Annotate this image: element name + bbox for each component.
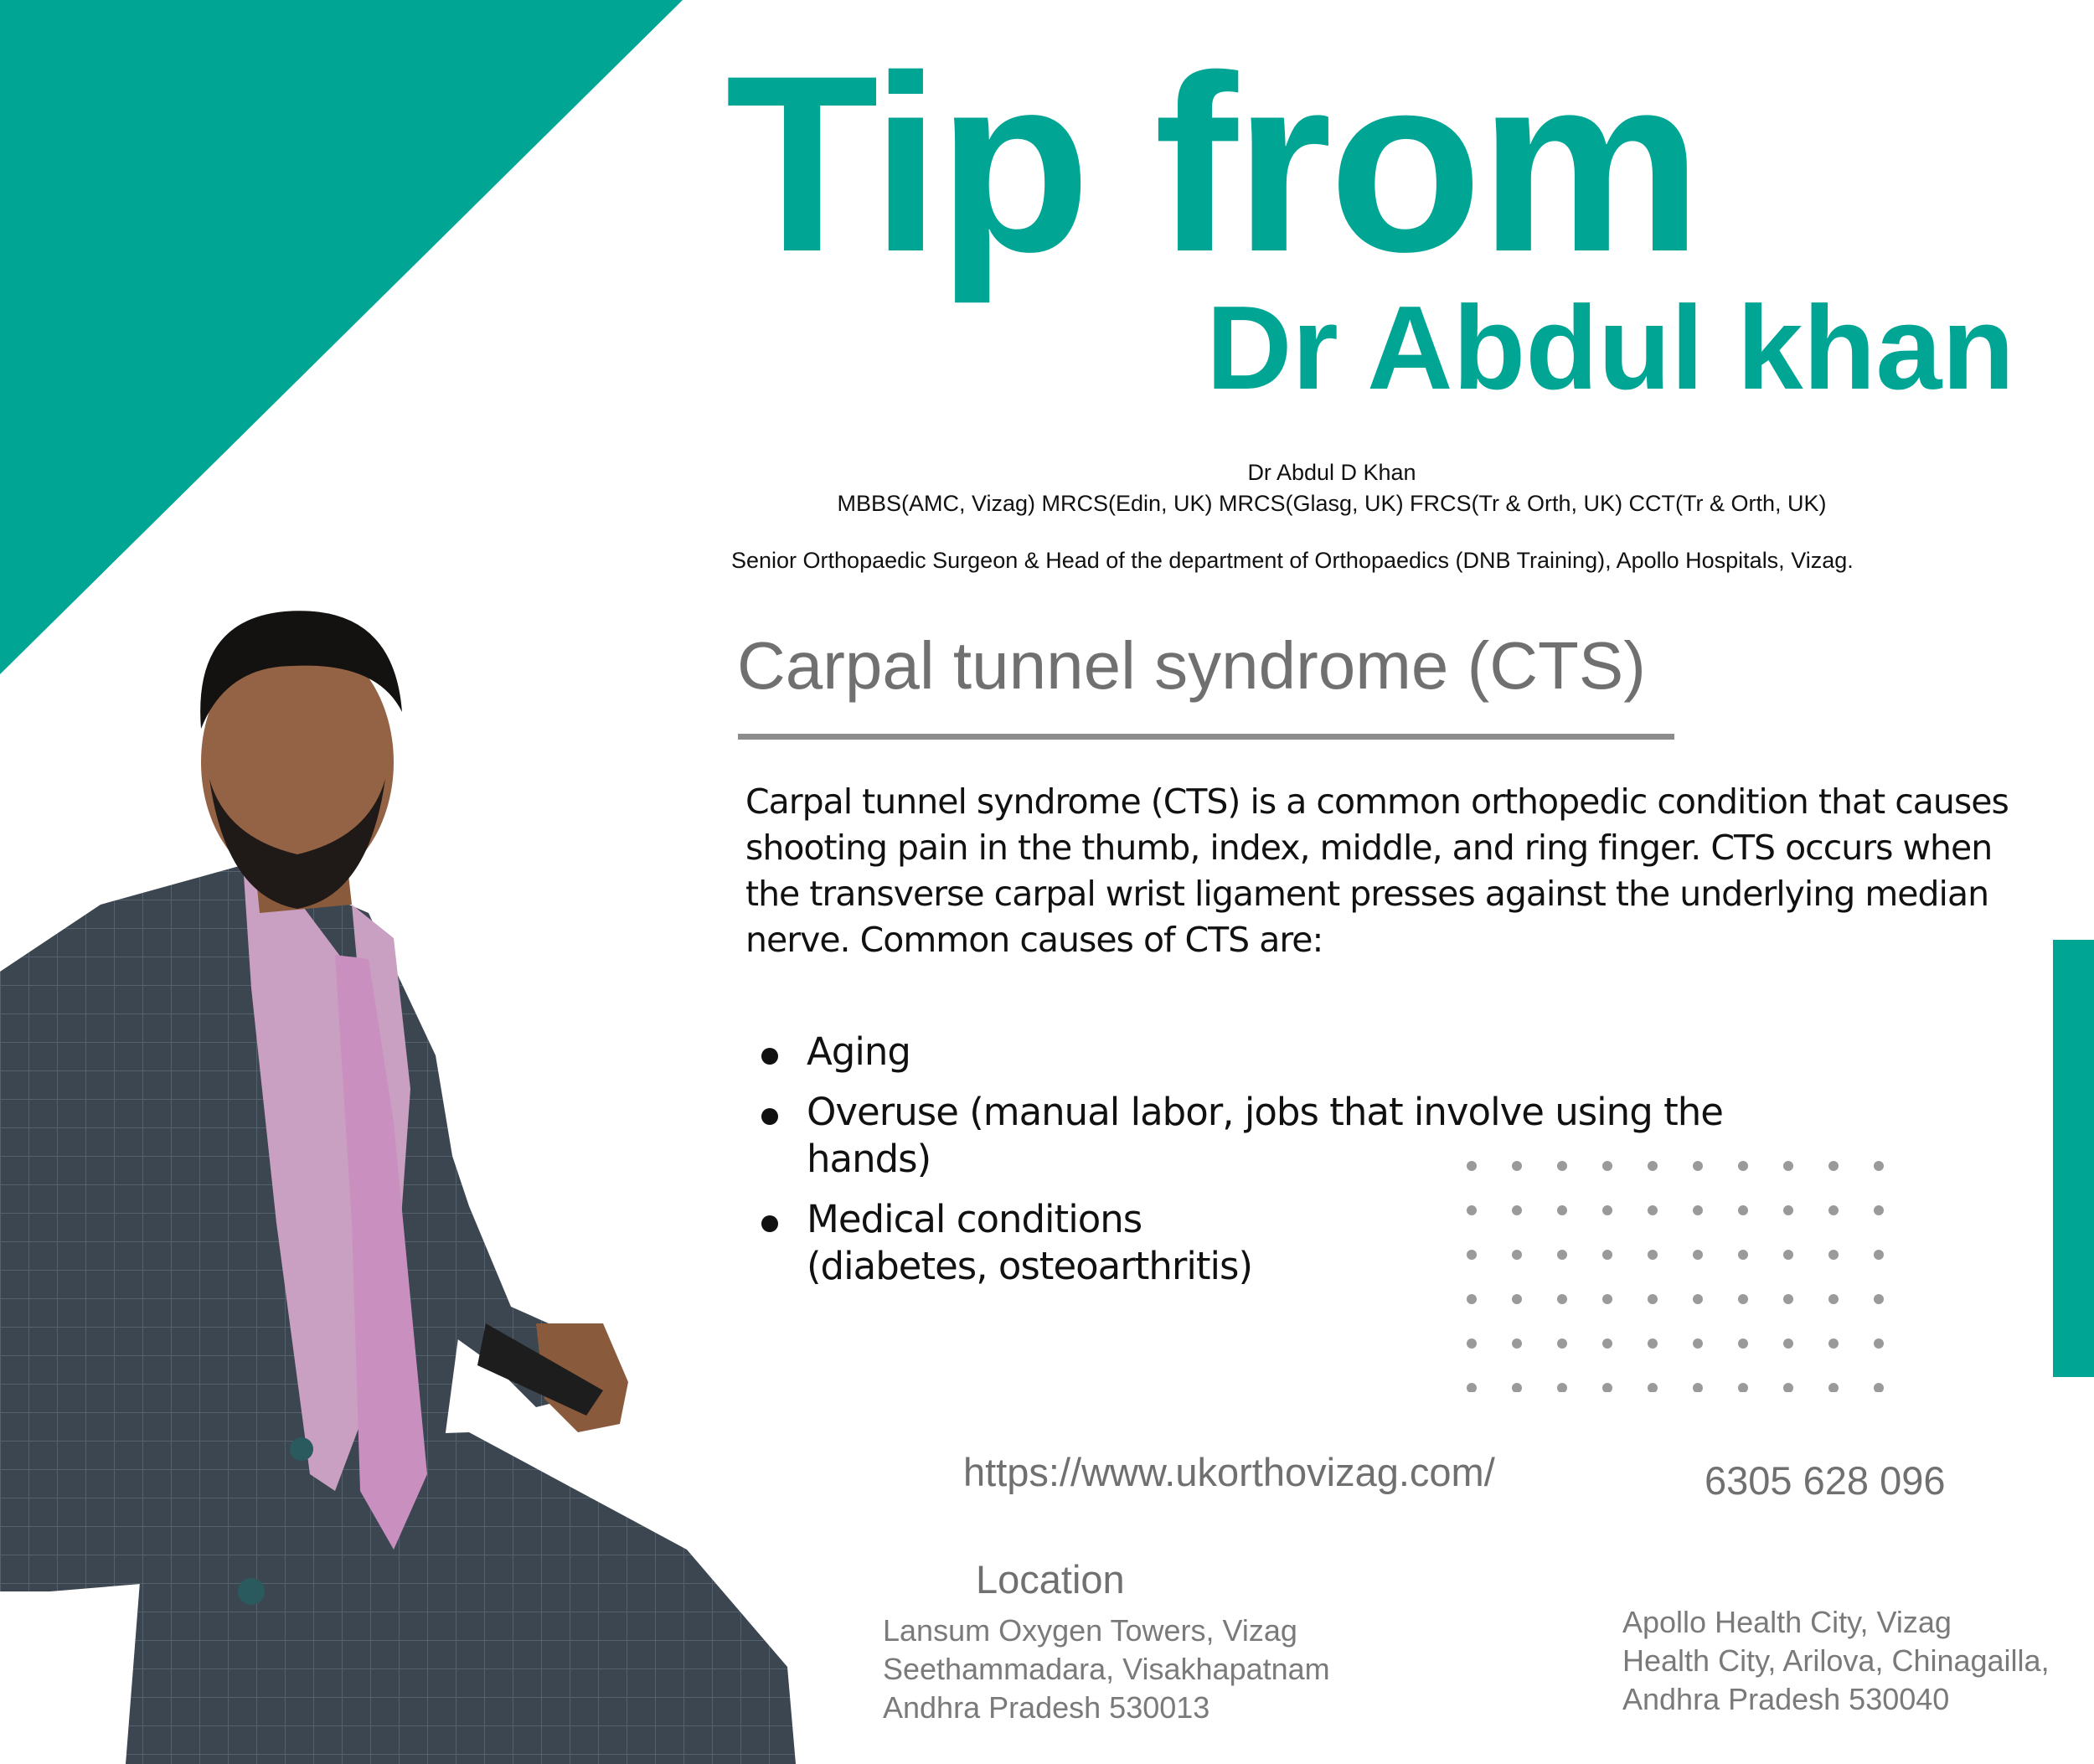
pattern-dot — [1874, 1338, 1884, 1349]
pattern-dot — [1828, 1294, 1839, 1304]
pattern-dot — [1648, 1338, 1658, 1349]
location-label: Location — [976, 1557, 1125, 1602]
pattern-dot — [1557, 1205, 1567, 1215]
side-accent-bar — [2053, 940, 2094, 1377]
pattern-dot — [1874, 1205, 1884, 1215]
pattern-dot — [1783, 1250, 1793, 1260]
credentials-name: Dr Abdul D Khan — [1247, 460, 1416, 485]
pattern-dot — [1874, 1250, 1884, 1260]
address-apollo — [1622, 1603, 2050, 1719]
list-item — [758, 1029, 1847, 1075]
address-lansum — [883, 1612, 1330, 1727]
corner-triangle-shape — [0, 0, 687, 678]
title-doctor-name: Dr Abdul khan — [1206, 281, 2015, 415]
pattern-dot — [1602, 1338, 1612, 1349]
address-line: Andhra Pradesh 530040 — [1622, 1682, 1950, 1716]
pattern-dot — [1602, 1205, 1612, 1215]
pattern-dot — [1693, 1338, 1703, 1349]
pattern-dot — [1602, 1383, 1612, 1392]
address-line: Seethammadara, Visakhapatnam — [883, 1652, 1330, 1686]
pattern-dot — [1467, 1383, 1477, 1392]
credentials-role: Senior Orthopaedic Surgeon & Head of the department of Orthopaedics (DNB Training), Apollo Hospitals, Vizag. — [731, 548, 1854, 573]
dot-grid-pattern — [1462, 1158, 1897, 1392]
pattern-dot — [1738, 1383, 1748, 1392]
pattern-dot — [1828, 1338, 1839, 1349]
pattern-dot — [1602, 1294, 1612, 1304]
pattern-dot — [1738, 1161, 1748, 1171]
pattern-dot — [1467, 1250, 1477, 1260]
website-link[interactable]: https://www.ukorthovizag.com/ — [963, 1450, 1495, 1494]
pattern-dot — [1648, 1161, 1658, 1171]
credentials-qualifications: MBBS(AMC, Vizag) MRCS(Edin, UK) MRCS(Glasg, UK) FRCS(Tr & Orth, UK) CCT(Tr & Orth, UK) — [837, 491, 1827, 516]
pattern-dot — [1738, 1294, 1748, 1304]
pattern-dot — [1602, 1161, 1612, 1171]
pattern-dot — [1557, 1338, 1567, 1349]
pattern-dot — [1828, 1161, 1839, 1171]
phone-number[interactable]: 6305 628 096 — [1705, 1458, 1946, 1503]
pattern-dot — [1693, 1205, 1703, 1215]
pattern-dot — [1648, 1205, 1658, 1215]
pattern-dot — [1693, 1383, 1703, 1392]
pattern-dot — [1512, 1338, 1522, 1349]
pattern-dot — [1828, 1205, 1839, 1215]
address-line: Health City, Arilova, Chinagailla, — [1622, 1643, 2050, 1678]
pattern-dot — [1648, 1250, 1658, 1260]
topic-heading: Carpal tunnel syndrome (CTS) — [737, 628, 1646, 703]
pattern-dot — [1648, 1383, 1658, 1392]
pattern-dot — [1557, 1161, 1567, 1171]
pattern-dot — [1874, 1294, 1884, 1304]
pattern-dot — [1738, 1205, 1748, 1215]
pattern-dot — [1783, 1205, 1793, 1215]
pattern-dot — [1693, 1250, 1703, 1260]
heading-underline — [738, 734, 1674, 740]
pattern-dot — [1512, 1161, 1522, 1171]
cause-subtext: (diabetes, osteoarthritis) — [807, 1244, 1253, 1288]
pattern-dot — [1874, 1161, 1884, 1171]
pattern-dot — [1467, 1338, 1477, 1349]
pattern-dot — [1648, 1294, 1658, 1304]
pattern-dot — [1738, 1250, 1748, 1260]
pattern-dot — [1512, 1294, 1522, 1304]
pattern-dot — [1512, 1205, 1522, 1215]
address-line: Andhra Pradesh 530013 — [883, 1690, 1210, 1725]
pattern-dot — [1828, 1383, 1839, 1392]
doctor-portrait-photo — [0, 586, 796, 1764]
pattern-dot — [1783, 1161, 1793, 1171]
pattern-dot — [1557, 1250, 1567, 1260]
pattern-dot — [1693, 1161, 1703, 1171]
address-line: Apollo Health City, Vizag — [1622, 1605, 1952, 1639]
title-tip-from: Tip from — [725, 23, 1699, 304]
pattern-dot — [1467, 1294, 1477, 1304]
pattern-dot — [1467, 1205, 1477, 1215]
pattern-dot — [1828, 1250, 1839, 1260]
pattern-dot — [1512, 1383, 1522, 1392]
pattern-dot — [1738, 1338, 1748, 1349]
cause-text: Medical conditions — [807, 1197, 1142, 1241]
address-line: Lansum Oxygen Towers, Vizag — [883, 1613, 1297, 1648]
pattern-dot — [1783, 1294, 1793, 1304]
cause-text: Overuse (manual labor, jobs that involve using the hands) — [807, 1090, 1723, 1181]
topic-intro: Carpal tunnel syndrome (CTS) is a common orthopedic condition that causes shooting pain in the thumb, index, middle, and ring finger. CTS occurs when the transverse carpal wrist ligament presses against the underlying median nerve. Common causes of CTS are: — [745, 781, 2009, 960]
pattern-dot — [1512, 1250, 1522, 1260]
pattern-dot — [1693, 1294, 1703, 1304]
pattern-dot — [1874, 1383, 1884, 1392]
pattern-dot — [1467, 1161, 1477, 1171]
pattern-dot — [1783, 1338, 1793, 1349]
pattern-dot — [1602, 1250, 1612, 1260]
pattern-dot — [1557, 1383, 1567, 1392]
pattern-dot — [1783, 1383, 1793, 1392]
pattern-dot — [1557, 1294, 1567, 1304]
cause-text: Aging — [807, 1029, 910, 1074]
